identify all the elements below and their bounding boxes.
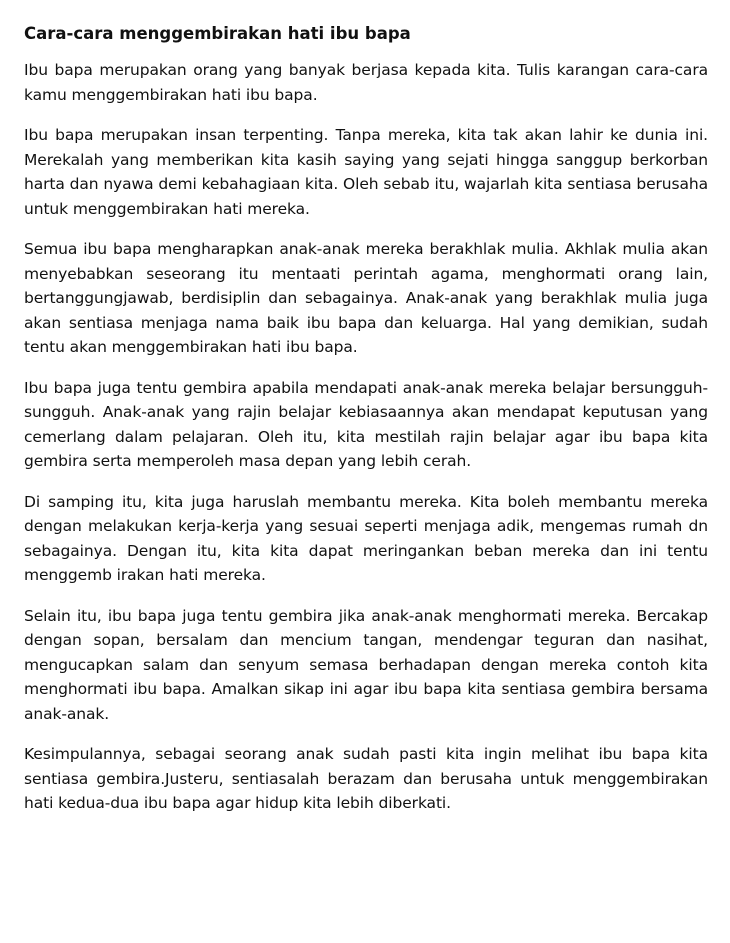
paragraph-good-character: Semua ibu bapa mengharapkan anak-anak mereka berakhlak mulia. Akhlak mulia akan menyebabkan seseorang itu mentaati perintah agama, menghormati orang lain, bertanggungjawab, berdisiplin dan sebagainya. Anak-anak yang berakhlak mulia juga akan sentiasa menjaga nama baik ibu bapa dan keluarga. Hal yang demikian, sudah tentu akan menggembirakan hati ibu bapa. (24, 240, 708, 356)
paragraph-introduction: Ibu bapa merupakan insan terpenting. Tanpa mereka, kita tak akan lahir ke dunia ini. Merekalah yang memberikan kita kasih saying yang sejati hingga sanggup berkorban harta dan nyawa demi kebahagiaan kita. Oleh sebab itu, wajarlah kita sentiasa berusaha untuk menggembirakan hati mereka. (24, 126, 708, 218)
document-page (24, 22, 708, 832)
paragraph-conclusion: Kesimpulannya, sebagai seorang anak sudah pasti kita ingin melihat ibu bapa kita sentiasa gembira.Justeru, sentiasalah berazam dan berusaha untuk menggembirakan hati kedua-dua ibu bapa agar hidup kita lebih diberkati. (24, 745, 708, 812)
paragraph-respect-parents: Selain itu, ibu bapa juga tentu gembira jika anak-anak menghormati mereka. Bercakap dengan sopan, bersalam dan mencium tangan, mendengar teguran dan nasihat, mengucapkan salam dan senyum semasa berhadapan dengan mereka contoh kita menghormati ibu bapa. Amalkan sikap ini agar ibu bapa kita sentiasa gembira bersama anak-anak. (24, 606, 708, 723)
document-title: Cara-cara menggembirakan hati ibu bapa (24, 24, 411, 43)
paragraph-help-parents: Di samping itu, kita juga haruslah membantu mereka. Kita boleh membantu mereka dengan melakukan kerja-kerja yang sesuai seperti menjaga adik, mengemas rumah dn sebagainya. Dengan itu, kita kita dapat meringankan beban mereka dan ini tentu menggemb irakan hati mereka. (24, 492, 708, 584)
paragraph-study-hard: Ibu bapa juga tentu gembira apabila mendapati anak-anak mereka belajar bersungguh-sungguh. Anak-anak yang rajin belajar kebiasaannya akan mendapat keputusan yang cemerlang dalam pelajaran. Oleh itu, kita mestilah rajin belajar agar ibu bapa kita gembira serta memperoleh masa depan yang lebih cerah. (24, 378, 708, 470)
paragraph-prompt: Ibu bapa merupakan orang yang banyak berjasa kepada kita. Tulis karangan cara-cara kamu menggembirakan hati ibu bapa. (24, 61, 708, 104)
